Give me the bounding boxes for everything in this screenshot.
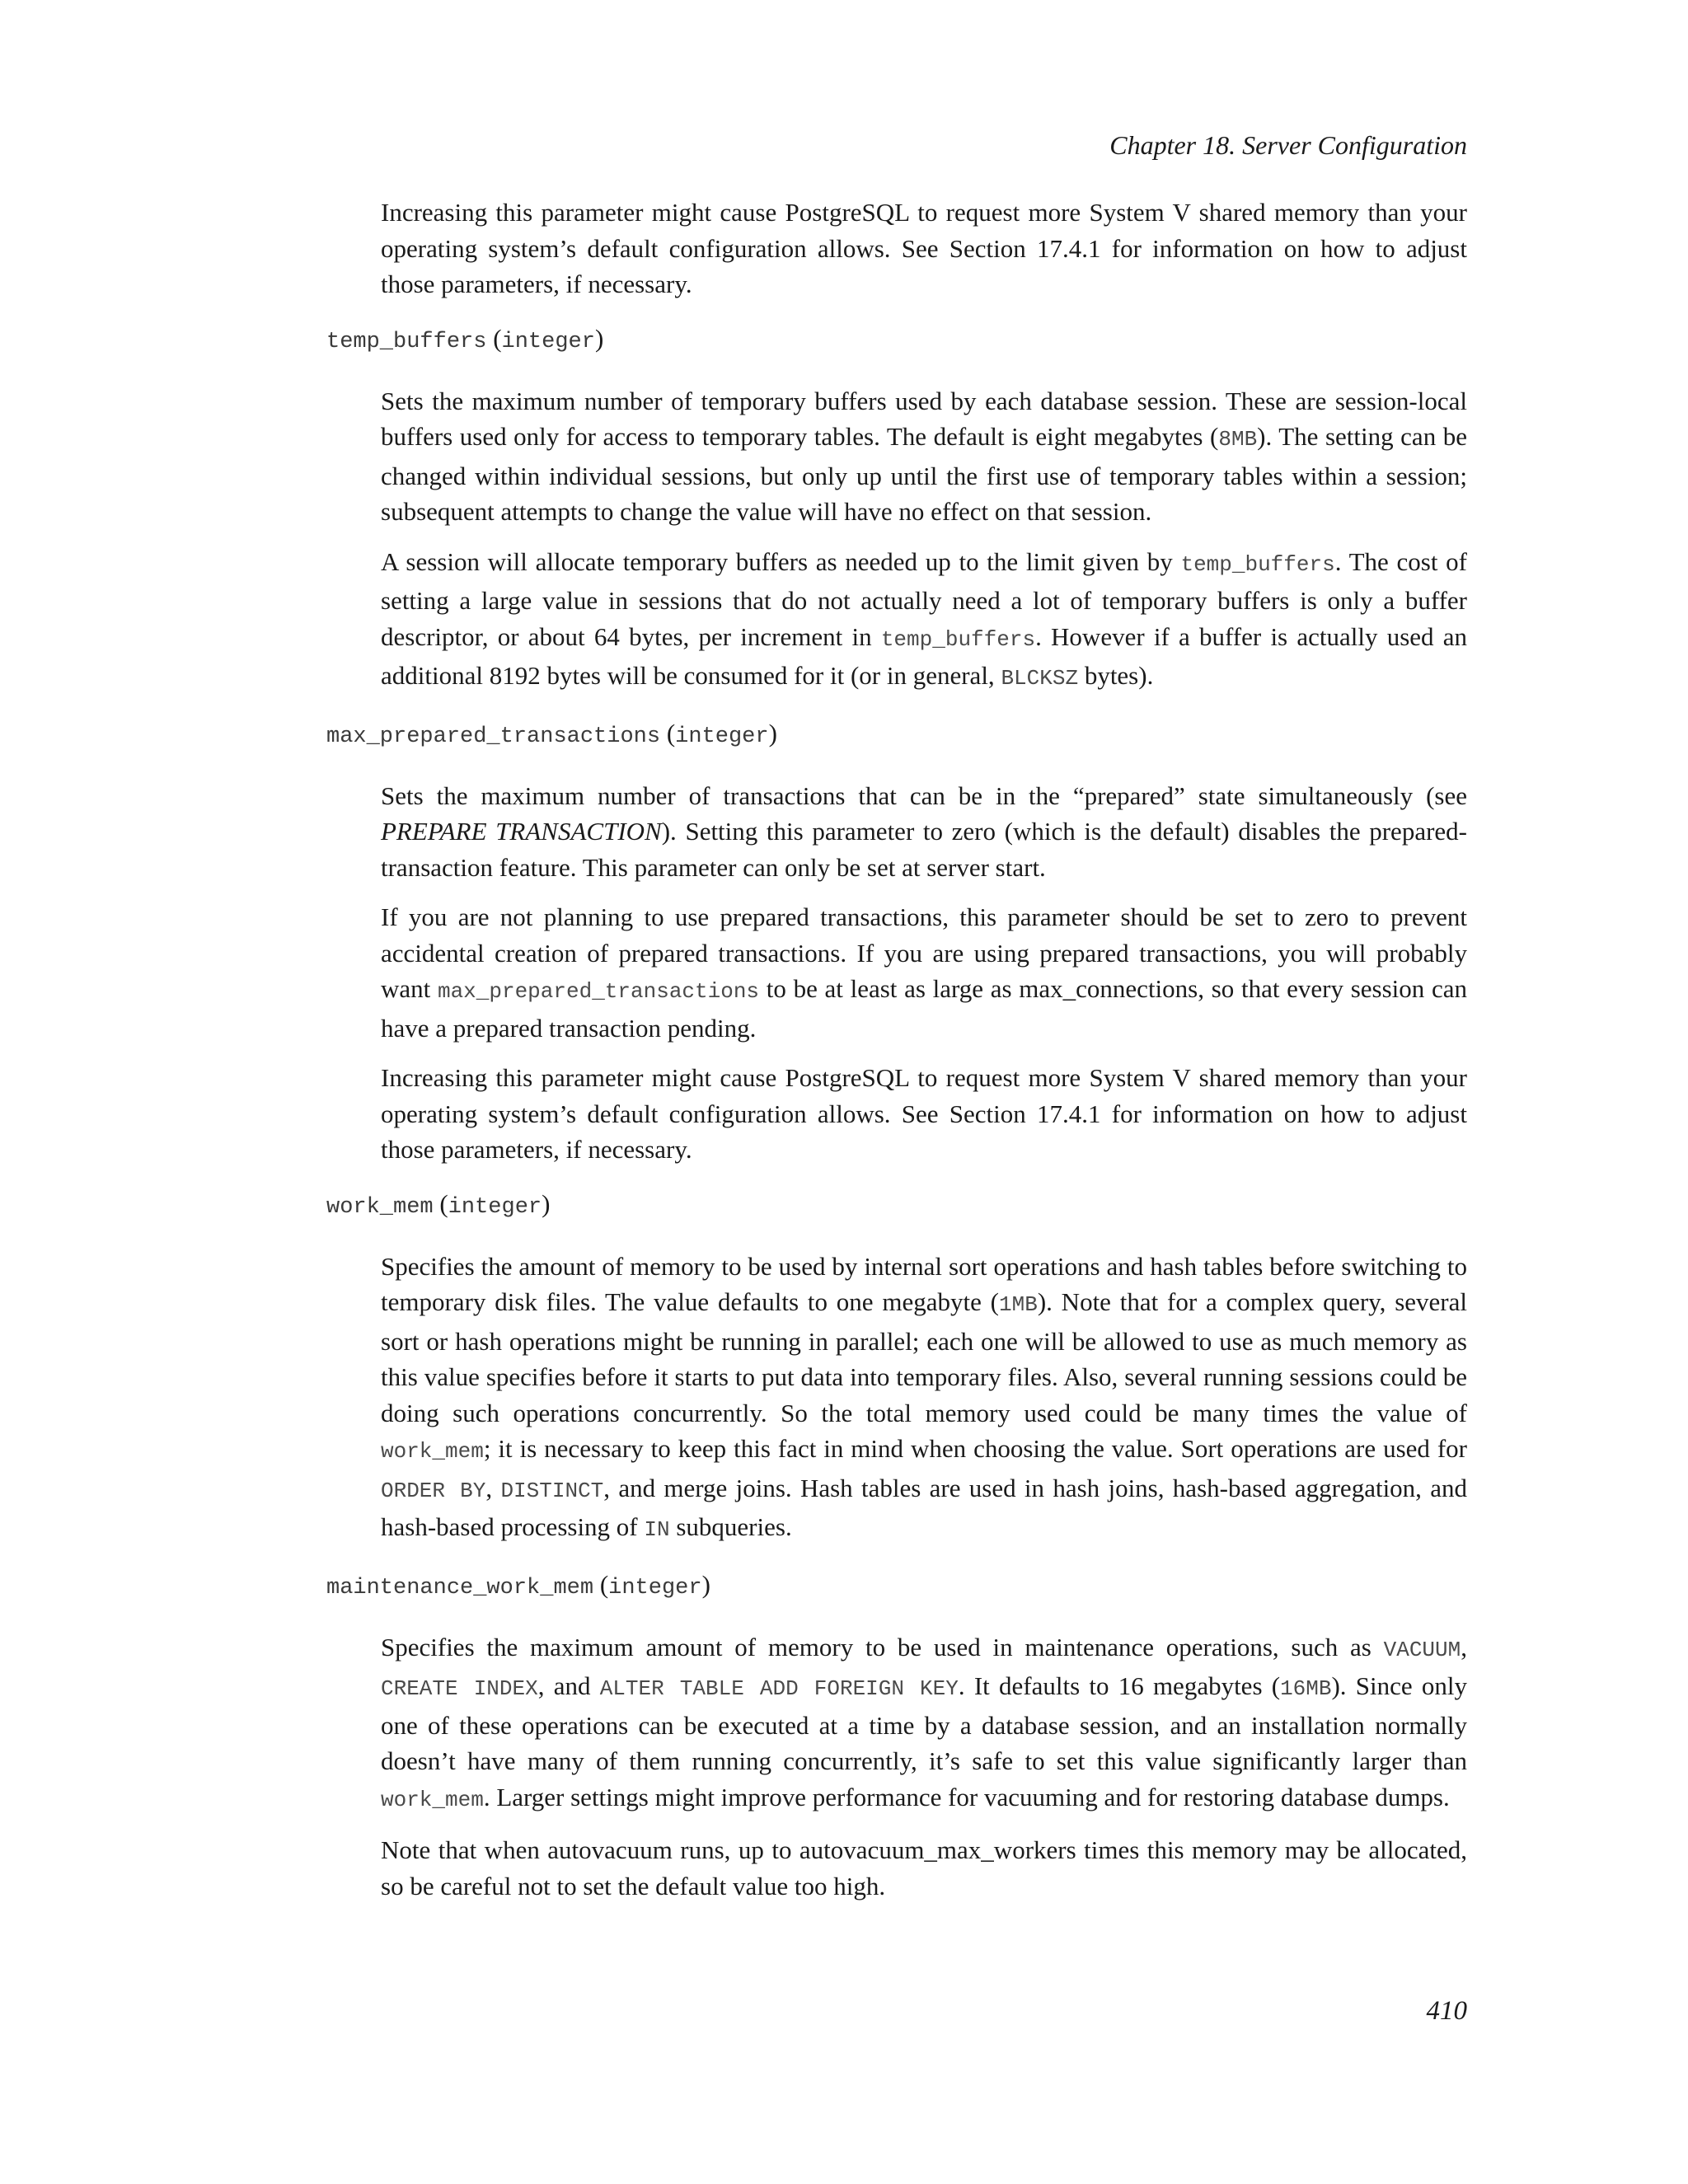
page-number: 410 [1426, 1996, 1467, 2026]
code-distinct: DISTINCT [500, 1478, 604, 1503]
param-name: work_mem [326, 1194, 434, 1220]
param-name: maintenance_work_mem [326, 1575, 594, 1601]
code-work-mem: work_mem [381, 1439, 484, 1464]
code-8mb: 8MB [1218, 427, 1258, 452]
paragraph-temp-buffers-1: Sets the maximum number of temporary buffers used by each database session. These are session-local buffers used only for access to temporary tables. The default is eight megabytes (8MB). The setting can be changed within individual sessions, but only up until the first use of temporary tables within a session; subsequent attempts to change the value will have no effect on that session. [381, 386, 1467, 526]
code-create-index: CREATE INDEX [381, 1676, 538, 1701]
param-type: integer [501, 329, 595, 354]
paragraph-temp-buffers-2: A session will allocate temporary buffers as needed up to the limit given by temp_buffers. The cost of setting a large value in sessions that do not actually need a lot of temporary buffers is only a buffer descriptor, or about 64 bytes, per increment in temp_buffers. However if a buffer is actually used an additional 8192 bytes will be consumed for it (or in general, BLCKSZ bytes). [381, 546, 1468, 691]
code-blcksz: BLCKSZ [1001, 666, 1079, 691]
param-type: integer [608, 1575, 702, 1601]
code-1mb: 1MB [999, 1292, 1038, 1317]
paragraph-max-prepared-1: Sets the maximum number of transactions that can be in the “prepared” state simultaneously (see PREPARE TRANSACTION). Setting this parameter to zero (which is the default) disables the prepared-transaction feature. This parameter can only be set at server start. [381, 780, 1467, 882]
paragraph-maintenance-work-mem-2: Note that when autovacuum runs, up to autovacuum_max_workers times this memory may be allocated, so be careful not to set the default value too high. [381, 1835, 1467, 1900]
term-max-prepared-transactions: max_prepared_transactions (integer) [326, 718, 777, 749]
paragraph-max-prepared-2: If you are not planning to use prepared transactions, this parameter should be set to zero to prevent accidental creation of prepared transactions. If you are using prepared transactions, you will probably want max_prepared_transactions to be at least as large as max_connections, so that every session can have a prepared transaction pending. [381, 902, 1467, 1043]
code-work-mem: work_mem [381, 1787, 484, 1812]
paragraph-max-prepared-3: Increasing this parameter might cause PostgreSQL to request more System V shared memory than your operating system’s default configuration allows. See Section 17.4.1 for information on how to adjust those parameters, if necessary. [381, 1063, 1467, 1164]
code-in: IN [644, 1517, 670, 1542]
paragraph-work-mem-1: Specifies the amount of memory to be used by internal sort operations and hash tables before switching to temporary disk files. The value defaults to one megabyte (1MB). Note that for a complex query, several sort or hash operations might be running in parallel; each one will be allowed to use as much memory as this value specifies before it starts to put data into temporary files. Also, several running sessions could be doing such operations concurrently. So the total memory used could be many times the value of work_mem; it is necessary to keep this fact in mind when choosing the value. Sort operations are used for ORDER BY, DISTINCT, and merge joins. Hash tables are used in hash joins, hash-based aggregation, and hash-based processing of IN subqueries. [381, 1251, 1467, 1542]
param-type: integer [448, 1194, 542, 1220]
page-content [326, 194, 1467, 1918]
command-reference: PREPARE TRANSACTION [381, 817, 662, 846]
code-16mb: 16MB [1280, 1676, 1332, 1701]
code-max-prepared-transactions: max_prepared_transactions [437, 979, 760, 1004]
term-maintenance-work-mem: maintenance_work_mem (integer) [326, 1569, 710, 1601]
term-work-mem: work_mem (integer) [326, 1188, 551, 1220]
code-vacuum: VACUUM [1383, 1637, 1461, 1662]
running-header: Chapter 18. Server Configuration [1109, 130, 1467, 160]
paragraph-shared-memory-note: Increasing this parameter might cause PostgreSQL to request more System V shared memory than your operating system’s default configuration allows. See Section 17.4.1 for information on how to adjust those parameters, if necessary. [381, 198, 1467, 298]
param-type: integer [675, 724, 769, 749]
code-alter-table: ALTER TABLE ADD FOREIGN KEY [599, 1676, 959, 1701]
paragraph-maintenance-work-mem-1: Specifies the maximum amount of memory to be used in maintenance operations, such as VACUUM, CREATE INDEX, and ALTER TABLE ADD FOREIGN KEY. It defaults to 16 megabytes (16MB). Since only one of these operations can be executed at a time by a database session, and an installation normally doesn’t have many of them running concurrently, it’s safe to set this value significantly larger than work_mem. Larger settings might improve performance for vacuuming and for restoring database dumps. [381, 1632, 1467, 1812]
param-name: temp_buffers [326, 329, 487, 354]
param-name: max_prepared_transactions [326, 724, 661, 749]
code-temp-buffers: temp_buffers [880, 626, 1036, 652]
term-temp-buffers: temp_buffers (integer) [326, 323, 604, 354]
code-temp-buffers: temp_buffers [1180, 551, 1335, 577]
code-order-by: ORDER BY [381, 1478, 486, 1503]
